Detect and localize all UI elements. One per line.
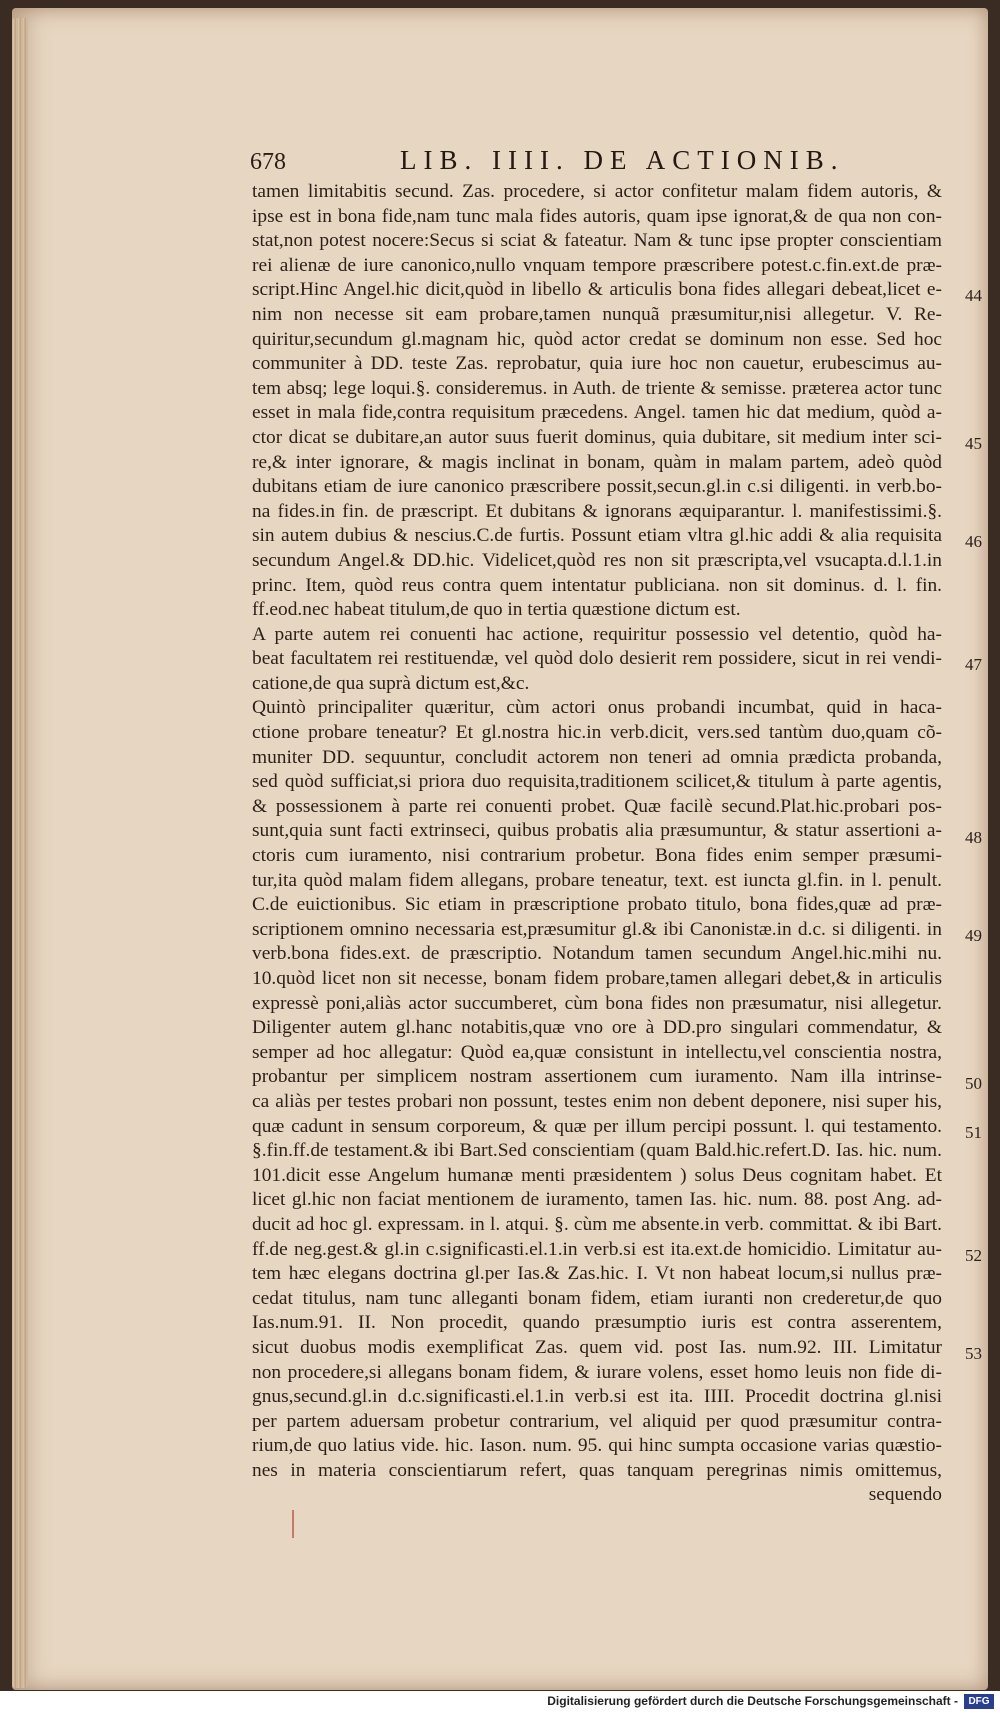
text-line: sunt,quia sunt facti extrinseci, quibus probatis alia præsumuntur, & statur assertioni a- [252, 820, 942, 842]
margin-number: 51 [965, 1122, 982, 1142]
text-line: expressè poni,aliàs actor succumberet, cùm bona fides non præsumatur, nisi allegetur. [252, 992, 942, 1014]
text-line: ducit ad hoc gl. expressam. in l. atqui. §. cùm me absente.in verb. committat. & ibi Bart. [252, 1213, 942, 1235]
text-line: sicut duobus modis exemplificat Zas. quem vid. post Ias. num.92. III. Limitatur [252, 1336, 942, 1358]
page-number: 678 [250, 149, 286, 175]
text-line: & possessionem à parte rei conuenti probet. Quæ facilè secund.Plat.hic.probari pos- [252, 795, 942, 817]
page-edges [12, 18, 28, 1688]
text-line: tamen limitabitis secund. Zas. procedere, si actor confitetur malam fidem autoris, & [252, 181, 942, 202]
text-line: princ. Item, quòd reus contra quem intentatur publiciana. non sit dominus. d. l. fin. [252, 574, 942, 596]
text-line: §.fin.ff.de testament.& ibi Bart.Sed conscientiam (quam Bald.hic.refert.D. Ias. hic. num. [252, 1140, 942, 1162]
text-line: ff.eod.nec habeat titulum,de quo in tertia quæstione dictum est. [252, 599, 741, 621]
text-line: script.Hinc Angel.hic dicit,quòd in libello & articulis bona fides allegari debeat,licet e- [252, 279, 942, 301]
footer-credit: Digitalisierung gefördert durch die Deutsche Forschungsgemeinschaft - [547, 1694, 958, 1708]
text-line: tem hæc elegans doctrina gl.per Ias.& Zas.hic. I. Vt non habeat locum,si nullus præ- [252, 1263, 942, 1285]
text-line: tur,ita quòd malam fidem allegans, probare teneatur, text. est iuncta gl.fin. in l. penult. [252, 869, 942, 891]
margin-number: 46 [965, 532, 982, 552]
text-line: ctor dicat se dubitare,an autor suus fuerit dominus, quia dubitare, sit medium inter sci- [252, 426, 942, 448]
text-line: na fides.in fin. de præscript. Et dubitans & ignorans æquiparantur. l. manifestissimi.§. [252, 500, 942, 522]
text-line: semper ad hoc allegatur: Quòd ea,quæ consistunt in intellectu,vel conscientia nostra, [252, 1041, 942, 1063]
text-line: non procedere,si allegans bonam fidem, & iurare volens, esset homo leuis non fide di- [252, 1361, 942, 1383]
text-line: verb.bona fides.ext. de præscriptio. Notandum tamen secundum Angel.hic.mihi nu. [252, 943, 942, 965]
margin-number: 53 [965, 1344, 982, 1364]
text-line: ca aliàs per testes probari non possunt, testes enim non debent deponere, nisi super his, [252, 1090, 942, 1112]
text-line: muniter DD. sequuntur, concludit actorem non teneri ad omnia prædicta probanda, [252, 746, 942, 768]
margin-number: 49 [965, 926, 982, 945]
text-line: per partem aduersam probetur contrarium, vel aliquid per quod præsumitur contra- [252, 1410, 942, 1432]
text-line: re,& inter ignorare, & magis inclinat in bonam, quàm in malam partem, adeò quòd [252, 451, 942, 473]
text-line: licet gl.hic non faciat mentionem de iuramento, tamen Ias. hic. num. 88. post Ang. ad- [252, 1189, 942, 1211]
text-line: catione,de qua suprà dictum est,&c. [252, 672, 530, 694]
text-line: tem absq; lege loqui.§. consideremus. in Auth. de triente & semisse. præterea actor tunc [252, 377, 942, 399]
text-line: quiritur,secundum gl.magnam hic, quòd actor credat se dominum non esse. Sed hoc [252, 328, 942, 350]
text-line: nes in materia conscientiarum refert, quas tanquam peregrinas nimis omittemus, [252, 1459, 942, 1481]
footer-bar [0, 1691, 1000, 1713]
dfg-logo: DFG [964, 1694, 994, 1709]
text-line: ctoris cum iuramento, nisi contrarium probetur. Bona fides enim semper præsumi- [252, 845, 942, 867]
text-line: C.de euictionibus. Sic etiam in præscriptione probato titulo, bona fides,quæ ad præ- [252, 894, 942, 916]
text-line: A parte autem rei conuenti hac actione, requiritur possessio vel detentio, quòd ha- [252, 623, 942, 645]
text-line: Diligenter autem gl.hanc notabitis,quæ vno ore à DD.pro singulari commendatur, & [252, 1017, 942, 1039]
text-line: stat,non potest nocere:Secus si sciat & fateatur. Nam & tunc ipse propter conscientiam [252, 230, 942, 252]
text-line: scriptionem omnino necessaria est,præsumitur gl.& ibi Canonistæ.in d.c. si diligenti. in [252, 918, 942, 940]
text-line: secundum Angel.& DD.hic. Videlicet,quòd res non sit præscripta,vel vsucapta.d.l.1.in [252, 549, 942, 571]
text-line: Quintò principaliter quæritur, cùm actori onus probandi incumbat, quid in haca- [252, 697, 942, 719]
text-line: ctione probare teneatur? Et gl.nostra hic.in verb.dicit, vers.sed tantùm duo,quam cõ- [252, 722, 942, 744]
text-line: Ias.num.91. II. Non procedit, quando præsumptio iuris est contra asserentem, [252, 1312, 942, 1334]
text-line: quæ cadunt in sensum corporeum, & quæ per illum percipi possunt. l. qui testamento. [252, 1115, 942, 1137]
page-header [250, 145, 950, 181]
text-line: ipse est in bona fide,nam tunc mala fides autoris, quam ipse ignorat,& de qua non con- [252, 205, 942, 227]
text-line: beat facultatem rei restituendæ, vel quòd dolo desierit rem possidere, sicut in rei vendi- [252, 648, 942, 670]
margin-number: 47 [965, 655, 982, 675]
ink-mark [292, 1510, 294, 1538]
text-line: cedat titulus, nam tunc alleganti bonam fidem, etiam iuranti non crederetur,de quo [252, 1287, 942, 1309]
text-line: rium,de quo latius vide. hic. Iason. num. 95. qui hinc sumpta occasione varias quæstio- [252, 1435, 942, 1457]
text-line: ff.de neg.gest.& gl.in c.significasti.el.1.in verb.si est ita.ext.de homicidio. Limitatur au- [252, 1238, 942, 1260]
text-line: gnus,secund.gl.in d.c.significasti.el.1.in verb.si est ita. IIII. Procedit doctrina gl.nisi [252, 1386, 942, 1408]
text-line: 10.quòd licet non sit necesse, bonam fidem probare,tamen allegari debet,& in articulis [252, 968, 942, 989]
text-line: nim non necesse sit eam probare,tamen nunquã præsumitur,nisi allegetur. V. Re- [252, 303, 942, 325]
running-head: LIB. IIII. DE ACTIONIB. [400, 145, 845, 175]
text-line: sequendo [868, 1484, 942, 1506]
text-line: esset in mala fide,contra requisitum præcedens. Angel. tamen hic dat medium, quòd a- [252, 402, 942, 424]
text-line: sed quòd sufficiat,si priora duo requisita,traditionem scilicet,& titulum à parte agentis, [252, 771, 942, 793]
margin-number: 52 [965, 1245, 982, 1265]
margin-number: 48 [965, 827, 982, 847]
body-text [252, 180, 942, 1508]
text-line: sin autem dubius & nescius.C.de furtis. Possunt etiam vltra gl.hic addi & alia requisita [252, 525, 942, 547]
text-line: communiter à DD. teste Zas. reprobatur, quia iure hoc non cauetur, erubescimus au- [252, 353, 942, 375]
text-line: probantur per simplicem nostram assertionem cum iuramento. Nam illa intrinse- [252, 1066, 942, 1088]
text-line: rei alienæ de iure canonico,nullo vnquam tempore præscribere potest.c.fin.ext.de præ- [252, 254, 942, 276]
text-line: dubitans etiam de iure canonico præscribere possit,secun.gl.in c.si diligenti. in verb.bo- [252, 476, 942, 498]
margin-number: 45 [965, 434, 982, 453]
margin-number: 50 [965, 1073, 982, 1093]
text-line: 101.dicit esse Angelum humanæ menti præsidentem ) solus Deus cognitam habet. Et [252, 1164, 942, 1186]
margin-number: 44 [965, 286, 982, 306]
